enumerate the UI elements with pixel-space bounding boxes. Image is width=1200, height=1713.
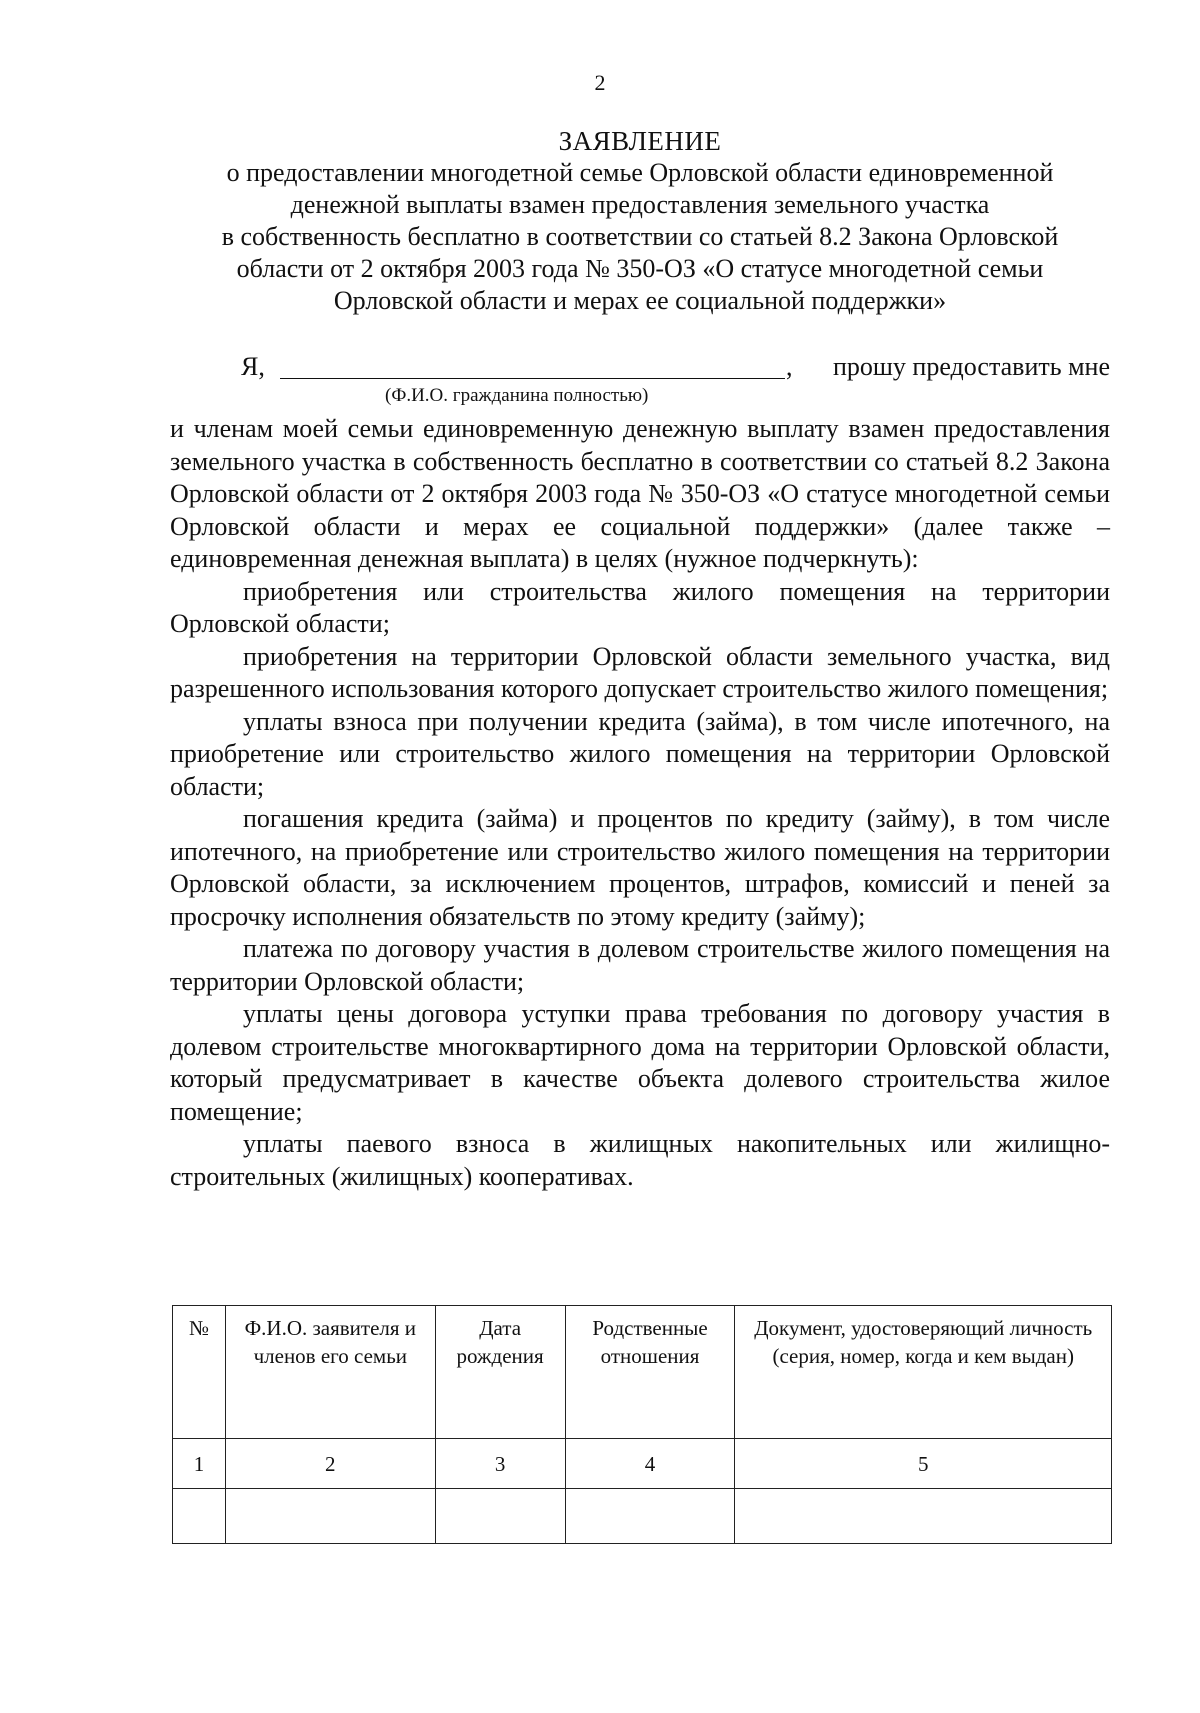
column-header-identity-document: Документ, удостоверяющий личность (серия, номер, когда и кем выдан) [735,1306,1112,1439]
column-number: 1 [173,1439,226,1489]
table-cell[interactable] [173,1489,226,1544]
purpose-item: платежа по договору участия в долевом строительстве жилого помещения на территории Орловской области; [170,934,1110,996]
body-text [170,413,1110,1193]
ya-label: Я, [241,352,265,381]
purpose-item: уплаты взноса при получении кредита (займа), в том числе ипотечного, на приобретение или строительство жилого помещения на территории Орловской области; [170,706,1110,801]
header-line: области от 2 октября 2003 года № 350-ОЗ «О статусе многодетной семьи [236,254,1044,283]
purpose-item: приобретения или строительства жилого помещения на территории Орловской области; [170,576,1110,638]
page-number: 2 [594,70,606,95]
table-cell[interactable] [565,1489,735,1544]
document-header [170,125,1110,317]
column-header-number: № [173,1306,226,1439]
column-number: 4 [565,1439,735,1489]
purpose-item: погашения кредита (займа) и процентов по кредиту (займу), в том числе ипотечного, на приобретение или строительство жилого помещения на территории Орловской области, за исключением процентов, штрафов, комиссий и пеней за просрочку исполнения обязательств по этому кредиту (займу); [170,804,1110,931]
table-cell[interactable] [225,1489,435,1544]
header-line: денежной выплаты взамен предоставления земельного участка [290,190,990,219]
column-header-fio: Ф.И.О. заявителя и членов его семьи [225,1306,435,1439]
comma: , [786,352,793,381]
column-number: 3 [435,1439,565,1489]
column-number: 5 [735,1439,1112,1489]
applicant-name-blank[interactable] [280,378,785,379]
column-numbers-row [173,1439,1112,1489]
column-header-birth-date: Дата рождения [435,1306,565,1439]
header-line: о предоставлении многодетной семье Орловской области единовременной [226,158,1054,187]
fio-caption: (Ф.И.О. гражданина полностью) [385,385,649,406]
table-row [173,1489,1112,1544]
intro-paragraph: и членам моей семьи единовременную денежную выплату взамен предоставления земельного участка в собственность бесплатно в соответствии со статьей 8.2 Закона Орловской области от 2 октября 2003 года № 350-ОЗ «О статусе многодетной семьи Орловской области и мерах ее социальной поддержки» (далее также – единовременная денежная выплата) в целях (нужное подчеркнуть): [170,414,1110,573]
column-header-relationship: Родственные отношения [565,1306,735,1439]
table-cell[interactable] [735,1489,1112,1544]
purpose-item: приобретения на территории Орловской области земельного участка, вид разрешенного использования которого допускает строительство жилого помещения; [170,641,1110,703]
family-members-table [172,1305,1112,1544]
table-header-row [173,1306,1112,1439]
applicant-line [170,350,1110,386]
table-cell[interactable] [435,1489,565,1544]
header-line: в собственность бесплатно в соответствии со статьей 8.2 Закона Орловской [221,222,1059,251]
purpose-item: уплаты паевого взноса в жилищных накопительных или жилищно-строительных (жилищных) кооперативах. [170,1129,1110,1191]
request-text: прошу предоставить мне [833,352,1110,381]
purpose-item: уплаты цены договора уступки права требования по договору участия в долевом строительстве многоквартирного дома на территории Орловской области, который предусматривает в качестве объекта долевого строительства жилое помещение; [170,999,1110,1126]
column-number: 2 [225,1439,435,1489]
header-line: Орловской области и мерах ее социальной поддержки» [333,286,947,315]
document-title: ЗАЯВЛЕНИЕ [558,126,722,156]
